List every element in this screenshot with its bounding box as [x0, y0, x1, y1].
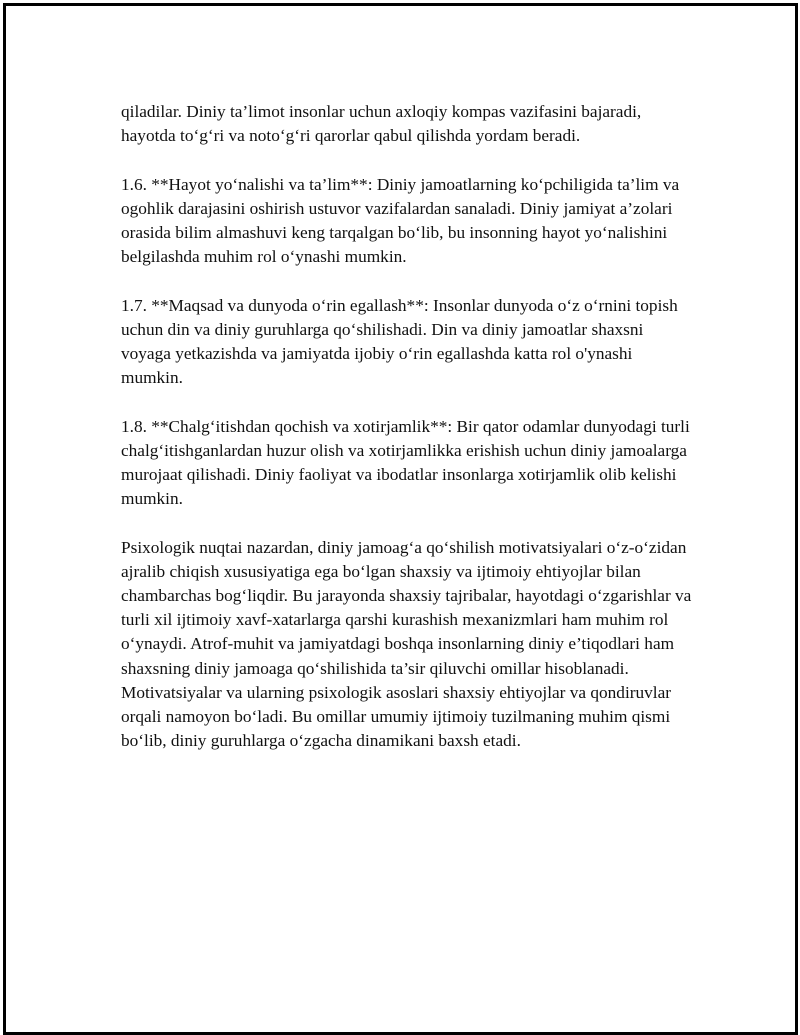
paragraph-section-1-8: 1.8. **Chalg‘itishdan qochish va xotirjamlik**: Bir qator odamlar dunyodagi turli chalg‘itishganlardan huzur olish va xotirjamlikka erishish uchun diniy jamoalarga murojaat qilishadi. Diniy faoliyat va ibodatlar insonlarga xotirjamlik olib kelishi mumkin. [121, 416, 690, 509]
paragraph-psychological-summary: Psixologik nuqtai nazardan, diniy jamoag‘a qo‘shilish motivatsiyalari o‘z-o‘zidan ajralib chiqish xususiyatiga ega bo‘lgan shaxsiy va ijtimoiy ehtiyojlar bilan chambarchas bog‘liqdir. Bu jarayonda shaxsiy tajribalar, hayotdagi o‘zgarishlar va turli xil ijtimoiy xavf-xatarlarga qarshi kurashish mexanizmlari ham muhim rol o‘ynaydi. Atrof-muhit va jamiyatdagi boshqa insonlarning diniy e’tiqodlari ham shaxsning diniy jamoaga qo‘shilishida ta’sir qiluvchi omillar hisoblanadi. Motivatsiyalar va ularning psixologik asoslari shaxsiy ehtiyojlar va qondiruvlar orqali namoyon bo‘ladi. Bu omillar umumiy ijtimoiy tuzilmaning muhim qismi bo‘lib, diniy guruhlarga o‘zgacha dinamikani baxsh etadi. [121, 537, 692, 751]
page-frame [3, 3, 798, 1035]
paragraph-section-1-7: 1.7. **Maqsad va dunyoda o‘rin egallash**: Insonlar dunyoda o‘z o‘rnini topish uchun din va diniy guruhlarga qo‘shilishadi. Din va diniy jamoatlar shaxsni voyaga yetkazishda va jamiyatda ijobiy o‘rin egallashda katta rol o'ynashi mumkin. [121, 295, 678, 388]
document-body [121, 100, 696, 778]
paragraph-continuation: qiladilar. Diniy ta’limot insonlar uchun axloqiy kompas vazifasini bajaradi, hayotda to‘g‘ri va noto‘g‘ri qarorlar qabul qilishda yordam beradi. [121, 102, 642, 146]
paragraph-section-1-6: 1.6. **Hayot yo‘nalishi va ta’lim**: Diniy jamoatlarning ko‘pchiligida ta’lim va ogohlik darajasini oshirish ustuvor vazifalardan sanaladi. Diniy jamiyat a’zolari orasida bilim almashuvi keng tarqalgan bo‘lib, bu insonning hayot yo‘nalishini belgilashda muhim rol o‘ynashi mumkin. [121, 174, 680, 267]
